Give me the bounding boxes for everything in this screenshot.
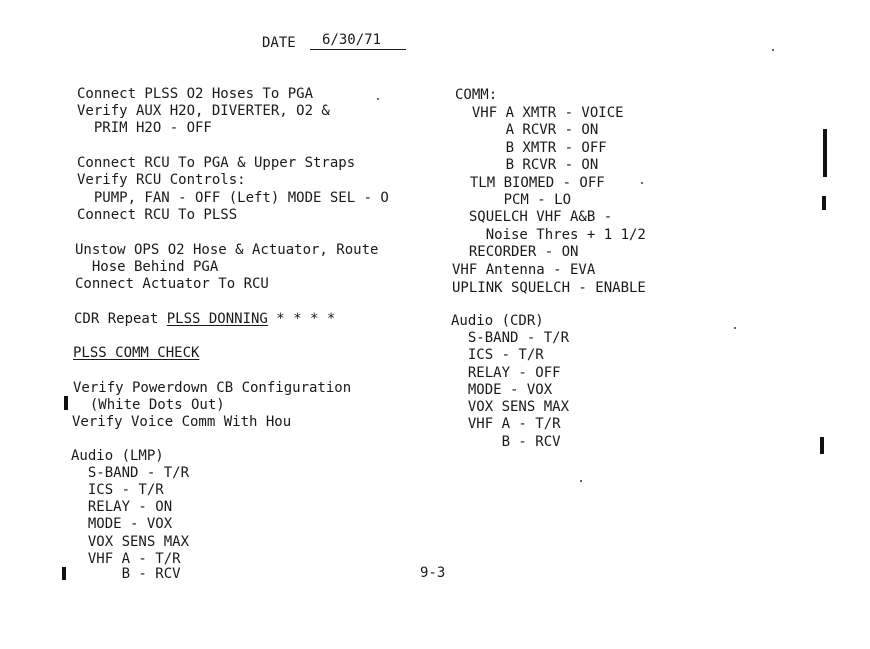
cdr-repeat-text: CDR Repeat (74, 311, 167, 327)
scan-speck (580, 480, 582, 482)
step-line: PCM - LO (453, 192, 572, 208)
step-line: Connect PLSS O2 Hoses To PGA (77, 86, 314, 102)
step-line: S-BAND - T/R (451, 330, 570, 346)
step-line: (White Dots Out) (73, 397, 225, 413)
step-line: VHF Antenna - EVA (452, 262, 596, 278)
change-bar (820, 437, 824, 454)
step-line: VOX SENS MAX (451, 399, 570, 415)
step-line: Connect RCU To PLSS (77, 207, 238, 223)
step-line: Audio (CDR) (451, 313, 544, 329)
step-line: RELAY - OFF (451, 365, 561, 381)
scan-speck (377, 98, 379, 100)
step-line: B XMTR - OFF (455, 140, 607, 156)
step-line: Connect RCU To PGA & Upper Straps (77, 155, 356, 171)
scan-speck (734, 327, 736, 329)
step-line: RELAY - ON (71, 499, 173, 515)
step-line: S-BAND - T/R (71, 465, 190, 481)
section-heading-plss-comm-check: PLSS COMM CHECK (73, 345, 200, 361)
step-line: VHF A - T/R (451, 416, 561, 432)
step-line: Verify RCU Controls: (77, 172, 246, 188)
plss-donning-link: PLSS DONNING (166, 311, 268, 327)
step-line: Audio (LMP) (71, 448, 164, 464)
step-line: PRIM H2O - OFF (77, 120, 212, 136)
step-line: SQUELCH VHF A&B - (452, 209, 613, 225)
asterisks: * * * * (267, 311, 336, 327)
date-underline (310, 49, 406, 50)
step-line: Verify Powerdown CB Configuration (73, 380, 352, 396)
step-line: B - RCV (71, 566, 181, 582)
step-line: VHF A - T/R (71, 551, 181, 567)
step-line: Verify Voice Comm With Hou (72, 414, 292, 430)
step-line: A RCVR - ON (455, 122, 599, 138)
step-line: UPLINK SQUELCH - ENABLE (452, 280, 646, 296)
change-bar (823, 129, 827, 177)
step-line: RECORDER - ON (452, 244, 579, 260)
step-line: TLM BIOMED - OFF (453, 175, 605, 191)
step-line: B RCVR - ON (455, 157, 599, 173)
cdr-repeat-line (74, 311, 335, 328)
step-line: Hose Behind PGA (75, 259, 219, 275)
step-line: ICS - T/R (71, 482, 164, 498)
page-number: 9-3 (420, 565, 446, 581)
step-line: Connect Actuator To RCU (75, 276, 269, 292)
step-line: Unstow OPS O2 Hose & Actuator, Route (75, 242, 379, 258)
scan-speck (772, 49, 774, 51)
step-line: VOX SENS MAX (71, 534, 190, 550)
change-bar (822, 196, 826, 210)
step-line: MODE - VOX (451, 382, 553, 398)
scan-speck (641, 182, 643, 184)
step-line: ICS - T/R (451, 347, 544, 363)
step-line: COMM: (455, 87, 498, 103)
step-line: B - RCV (451, 434, 561, 450)
date-value: 6/30/71 (322, 32, 382, 48)
step-line: VHF A XMTR - VOICE (455, 105, 624, 121)
step-line: Noise Thres + 1 1/2 (452, 227, 646, 243)
change-bar (64, 396, 68, 410)
date-label: DATE (262, 35, 296, 51)
change-bar (62, 567, 66, 580)
step-line: MODE - VOX (71, 516, 173, 532)
step-line: PUMP, FAN - OFF (Left) MODE SEL - O (77, 190, 389, 206)
step-line: Verify AUX H2O, DIVERTER, O2 & (77, 103, 330, 119)
